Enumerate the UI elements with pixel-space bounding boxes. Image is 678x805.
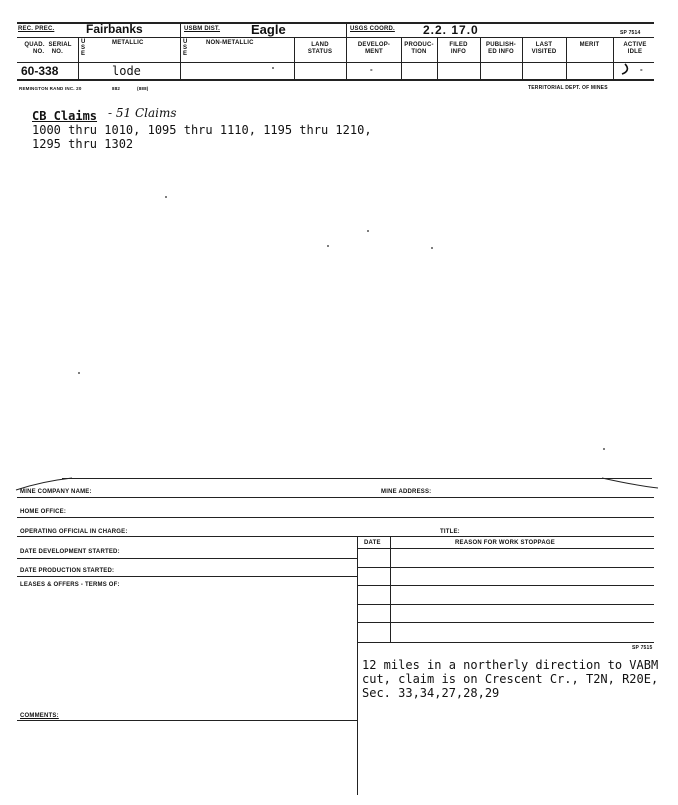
development-value: -	[370, 65, 373, 74]
printer-code-2: (888)	[137, 86, 149, 91]
reason-label: REASON FOR WORK STOPPAGE	[455, 540, 555, 546]
printer-code: 882	[112, 86, 121, 91]
location-line-1: 12 miles in a northerly direction to VABM	[362, 658, 659, 672]
production-header: PRODUC- TION	[404, 42, 434, 55]
filed-info-header: FILED INFO	[449, 42, 468, 55]
use-code-metallic: U S E	[81, 39, 86, 57]
rec-prec-label: REC. PREC.	[18, 26, 55, 32]
mine-address-label: MINE ADDRESS:	[381, 489, 432, 495]
comments-label: COMMENTS:	[20, 713, 59, 719]
home-office-label: HOME OFFICE:	[20, 509, 67, 515]
metallic-header: METALLIC	[112, 40, 144, 46]
printer-imprint: REMINGTON RAND INC. 20	[19, 86, 82, 91]
location-line-2: cut, claim is on Crescent Cr., T2N, R20E,	[362, 672, 659, 686]
pencil-check-mark	[617, 62, 635, 76]
claims-heading: CB Claims	[32, 109, 98, 123]
card-curve-right	[600, 476, 660, 492]
active-idle-value: -	[640, 65, 643, 74]
serial-value: 60-338	[21, 64, 59, 78]
development-header: DEVELOP- MENT	[357, 42, 391, 55]
dev-started-label: DATE DEVELOPMENT STARTED:	[20, 549, 120, 555]
prod-started-label: DATE PRODUCTION STARTED:	[20, 568, 115, 574]
usgs-coord-value: 2.2. 17.0	[423, 23, 479, 37]
published-info-header: PUBLISH- ED INFO	[486, 42, 516, 55]
last-visited-header: LAST VISITED	[531, 42, 557, 55]
usbm-dist-value: Eagle	[251, 22, 286, 37]
rec-prec-value: Fairbanks	[86, 22, 143, 36]
usgs-coord-label: USGS COORD.	[350, 26, 395, 32]
use-code-nonmetallic: U S E	[183, 39, 188, 57]
merit-header: MERIT	[579, 42, 600, 48]
quad-serial-header: QUAD. SERIAL NO. NO.	[24, 42, 72, 55]
form-number-bottom: SP 7515	[632, 645, 653, 651]
location-line-3: Sec. 33,34,27,28,29	[362, 686, 500, 700]
leases-label: LEASES & OFFERS - TERMS OF:	[20, 582, 120, 588]
date-col-label: DATE	[364, 540, 381, 546]
metallic-value: lode	[112, 64, 141, 78]
form-number-top: SP 7514	[620, 30, 641, 36]
handwritten-note: - 51 Claims	[108, 106, 177, 120]
non-metallic-header: NON-METALLIC	[206, 40, 254, 46]
active-idle-header: ACTIVE IDLE	[623, 42, 647, 55]
department-label: TERRITORIAL DEPT. OF MINES	[528, 85, 608, 91]
title-label: TITLE:	[440, 529, 460, 535]
mine-company-label: MINE COMPANY NAME:	[20, 489, 92, 495]
operating-official-label: OPERATING OFFICIAL IN CHARGE:	[20, 529, 128, 535]
usbm-dist-label: USBM DIST.	[184, 26, 221, 32]
claims-line-1: 1000 thru 1010, 1095 thru 1110, 1195 thru 1210,	[32, 123, 372, 137]
claims-line-2: 1295 thru 1302	[32, 137, 134, 151]
land-status-header: LAND STATUS	[307, 42, 333, 55]
